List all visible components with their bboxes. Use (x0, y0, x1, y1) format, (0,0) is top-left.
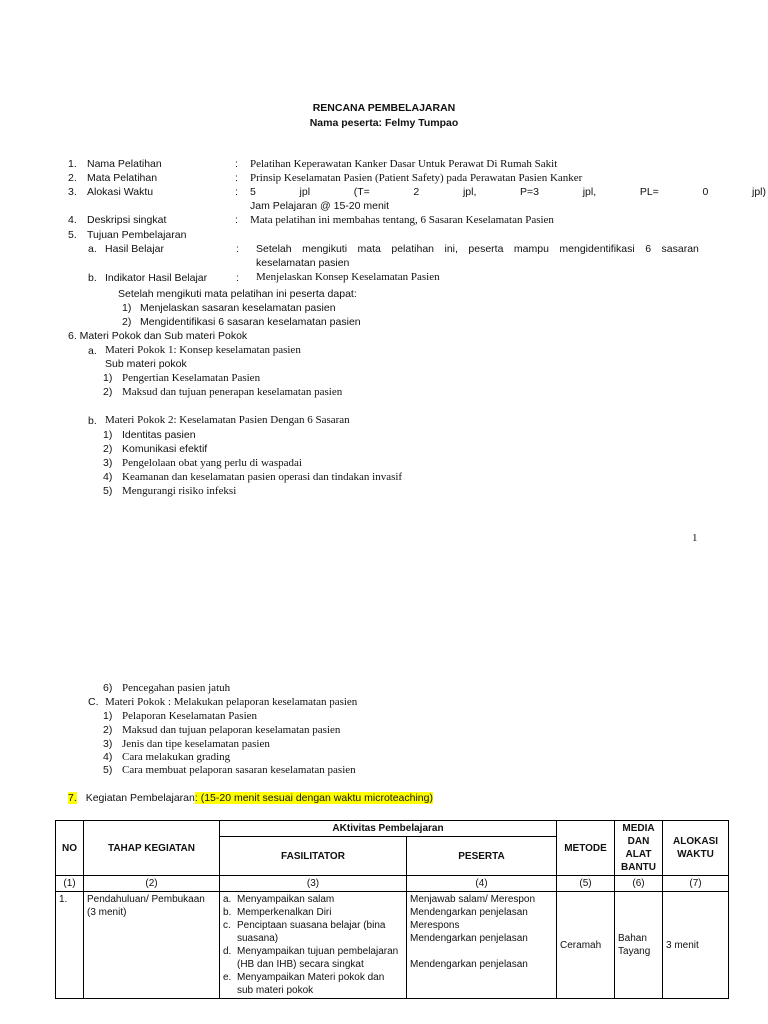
list-item (223, 906, 403, 919)
indikator-value: Menjelaskan Konsep Keselamatan Pasien (256, 271, 440, 283)
list-text: Penciptaan suasana belajar (bina suasana) (237, 920, 386, 944)
list-text: Identitas pasien (122, 429, 196, 441)
item-number: 5. (68, 229, 77, 241)
list-letter: e. (223, 972, 232, 983)
list-text: Keamanan dan keselamatan pasien operasi dan tindakan invasif (122, 471, 403, 483)
list-number: 6) (103, 682, 113, 694)
section-6-heading: 6. Materi Pokok dan Sub materi Pokok (68, 330, 248, 342)
list-item (223, 893, 403, 906)
col-number: (6) (615, 876, 663, 892)
list-number: 4) (103, 471, 113, 483)
peserta-line: Mendengarkan penjelasan (410, 959, 528, 970)
col-number: (3) (220, 876, 407, 892)
word: peserta (468, 243, 504, 255)
row-no: 1. (56, 892, 84, 999)
sub-letter: a. (88, 243, 97, 255)
list-number: 2) (122, 316, 132, 328)
list-number: 3) (103, 457, 113, 469)
peserta-line: Merespons (410, 920, 460, 931)
header-alokasi: ALOKASI WAKTU (663, 821, 729, 876)
numbering-row (56, 876, 729, 892)
list-number: 2) (103, 443, 113, 455)
list-number: 1) (103, 710, 113, 722)
list-text: Cara melakukan grading (122, 751, 231, 763)
word: jpl (299, 186, 311, 198)
list-text: Menyampaikan tujuan pembelajaran (HB dan IHB) secara singkat (237, 946, 399, 970)
item-value: Prinsip Keselamatan Pasien (Patient Safety) pada Perawatan Pasien Kanker (250, 172, 583, 184)
list-number: 2) (103, 386, 113, 398)
item-label: Tujuan Pembelajaran (87, 229, 187, 241)
header-media: MEDIA DAN ALAT BANTU (615, 821, 663, 876)
item-colon: : (235, 172, 238, 184)
item-mata-pelatihan (68, 172, 700, 186)
list-text: Menjelaskan sasaran keselamatan pasien (140, 302, 336, 314)
col-number: (1) (56, 876, 84, 892)
list-text: Komunikasi efektif (122, 443, 208, 455)
peserta-line: Mendengarkan penjelasan (410, 907, 528, 918)
header-peserta: PESERTA (407, 837, 557, 876)
header-tahap: TAHAP KEGIATAN (84, 821, 220, 876)
list-number: 4) (103, 751, 113, 763)
list-number: 1) (122, 302, 132, 314)
col-number: (7) (663, 876, 729, 892)
sub-letter: b. (88, 415, 97, 427)
item-nama-pelatihan (68, 158, 700, 172)
item-number: 7. (68, 792, 77, 804)
materi-pokok-c: Materi Pokok : Melakukan pelaporan keselamatan pasien (105, 696, 358, 708)
item-number: 4. (68, 214, 77, 226)
list-text: Cara membuat pelaporan sasaran keselamatan pasien (122, 764, 356, 776)
header-fasilitator: FASILITATOR (220, 837, 407, 876)
list-text: Memperkenalkan Diri (237, 907, 332, 918)
list-text: Pengelolaan obat yang perlu di waspadai (122, 457, 302, 469)
list-item (223, 919, 403, 945)
word: 2 (413, 186, 420, 198)
item-label: Mata Pelatihan (87, 172, 158, 184)
row-fasilitator (220, 892, 407, 999)
list-text: Menyampaikan Materi pokok dan sub materi pokok (237, 972, 385, 996)
sub-colon: : (236, 272, 239, 284)
list-text: Pengertian Keselamatan Pasien (122, 372, 261, 384)
item-value: Mata pelatihan ini membahas tentang, 6 Sasaran Keselamatan Pasien (250, 214, 554, 226)
row-alokasi: 3 menit (663, 892, 729, 999)
sub-label: Hasil Belajar (105, 243, 164, 255)
sub-letter: b. (88, 272, 97, 284)
item-deskripsi (68, 214, 700, 228)
list-number: 1) (103, 429, 113, 441)
item-label: Nama Pelatihan (87, 158, 162, 170)
sub-label: Indikator Hasil Belajar (105, 272, 208, 284)
word: mampu (513, 243, 549, 255)
list-text: Maksud dan tujuan pelaporan keselamatan pasien (122, 724, 341, 736)
header-aktivitas: AKtivitas Pembelajaran (220, 821, 557, 837)
materi-pokok-1: Materi Pokok 1: Konsep keselamatan pasien (105, 344, 301, 356)
list-letter: b. (223, 907, 232, 918)
item-alokasi-waktu (68, 186, 766, 200)
item-colon: : (235, 214, 238, 226)
sub-letter: C. (88, 696, 99, 708)
word: jpl) (751, 186, 766, 198)
item-label: Alokasi Waktu (87, 186, 154, 198)
list-letter: a. (223, 894, 232, 905)
word: 0 (702, 186, 709, 198)
list-letter: d. (223, 946, 232, 957)
sub-colon: : (236, 243, 239, 255)
list-item (223, 945, 403, 971)
table-row (56, 892, 729, 999)
sub-materi-label: Sub materi pokok (105, 358, 187, 370)
sub-letter: a. (88, 345, 97, 357)
col-number: (4) (407, 876, 557, 892)
word: 6 (645, 243, 652, 255)
item-label: Kegiatan Pembelajaran (85, 792, 195, 804)
item-value: Pelatihan Keperawatan Kanker Dasar Untuk Perawat Di Rumah Sakit (250, 158, 558, 170)
item-number: 1. (68, 158, 77, 170)
list-number: 3) (103, 738, 113, 750)
word: sasaran (661, 243, 699, 255)
kegiatan-table (55, 820, 729, 999)
peserta-line: Mendengarkan penjelasan (410, 933, 528, 944)
list-text: Mengidentifikasi 6 sasaran keselamatan pasien (140, 316, 361, 328)
row-peserta (407, 892, 557, 999)
row-metode: Ceramah (557, 892, 615, 999)
word: jpl, (462, 186, 477, 198)
word: Setelah (256, 243, 292, 255)
list-number: 1) (103, 372, 113, 384)
after-intro: Setelah mengikuti mata pelatihan ini peserta dapat: (118, 288, 357, 300)
list-number: 2) (103, 724, 113, 736)
list-text: Jenis dan tipe keselamatan pasien (122, 738, 270, 750)
item-number: 2. (68, 172, 77, 184)
page-number: 1 (692, 532, 698, 544)
list-text: Pencegahan pasien jatuh (122, 682, 231, 694)
list-text: Maksud dan tujuan penerapan keselamatan pasien (122, 386, 343, 398)
item-number: 3. (68, 186, 77, 198)
peserta-line: Menjawab salam/ Merespon (410, 894, 536, 905)
col-number: (5) (557, 876, 615, 892)
col-number: (2) (84, 876, 220, 892)
word: P=3 (520, 186, 540, 198)
list-text: Mengurangi risiko infeksi (122, 485, 237, 497)
word: mengikuti (302, 243, 348, 255)
word: jpl, (582, 186, 597, 198)
word: pelatihan (391, 243, 434, 255)
list-number: 5) (103, 764, 113, 776)
alokasi-value (250, 186, 766, 198)
list-item (223, 971, 403, 997)
word: 5 (250, 186, 256, 198)
list-text: Pelaporan Keselamatan Pasien (122, 710, 258, 722)
page-title: RENCANA PEMBELAJARAN (312, 102, 456, 114)
header-metode: METODE (557, 821, 615, 876)
row-media: Bahan Tayang (615, 892, 663, 999)
item-colon: : (235, 158, 238, 170)
word: (T= (353, 186, 370, 198)
list-text: Menyampaikan salam (237, 894, 335, 905)
list-number: 5) (103, 485, 113, 497)
word: mata (357, 243, 381, 255)
highlighted-note: : (15-20 menit sesuai dengan waktu microteaching) (194, 792, 433, 804)
materi-pokok-2: Materi Pokok 2: Keselamatan Pasien Dengan 6 Sasaran (105, 414, 350, 426)
word: mengidentifikasi (559, 243, 635, 255)
item-kegiatan (68, 792, 433, 804)
participant-name: Nama peserta: Felmy Tumpao (309, 117, 459, 129)
word: ini, (444, 243, 458, 255)
item-label: Deskripsi singkat (87, 214, 167, 226)
alokasi-cont: Jam Pelajaran @ 15-20 menit (250, 200, 390, 212)
spacer (410, 945, 553, 958)
list-letter: c. (223, 920, 231, 931)
item-tujuan (68, 229, 700, 243)
word: PL= (639, 186, 659, 198)
row-tahap: Pendahuluan/ Pembukaan (3 menit) (84, 892, 220, 999)
hasil-belajar-value (256, 243, 699, 255)
item-colon: : (235, 186, 238, 198)
header-no: NO (56, 821, 84, 876)
hasil-belajar-cont: keselamatan pasien (256, 257, 350, 269)
